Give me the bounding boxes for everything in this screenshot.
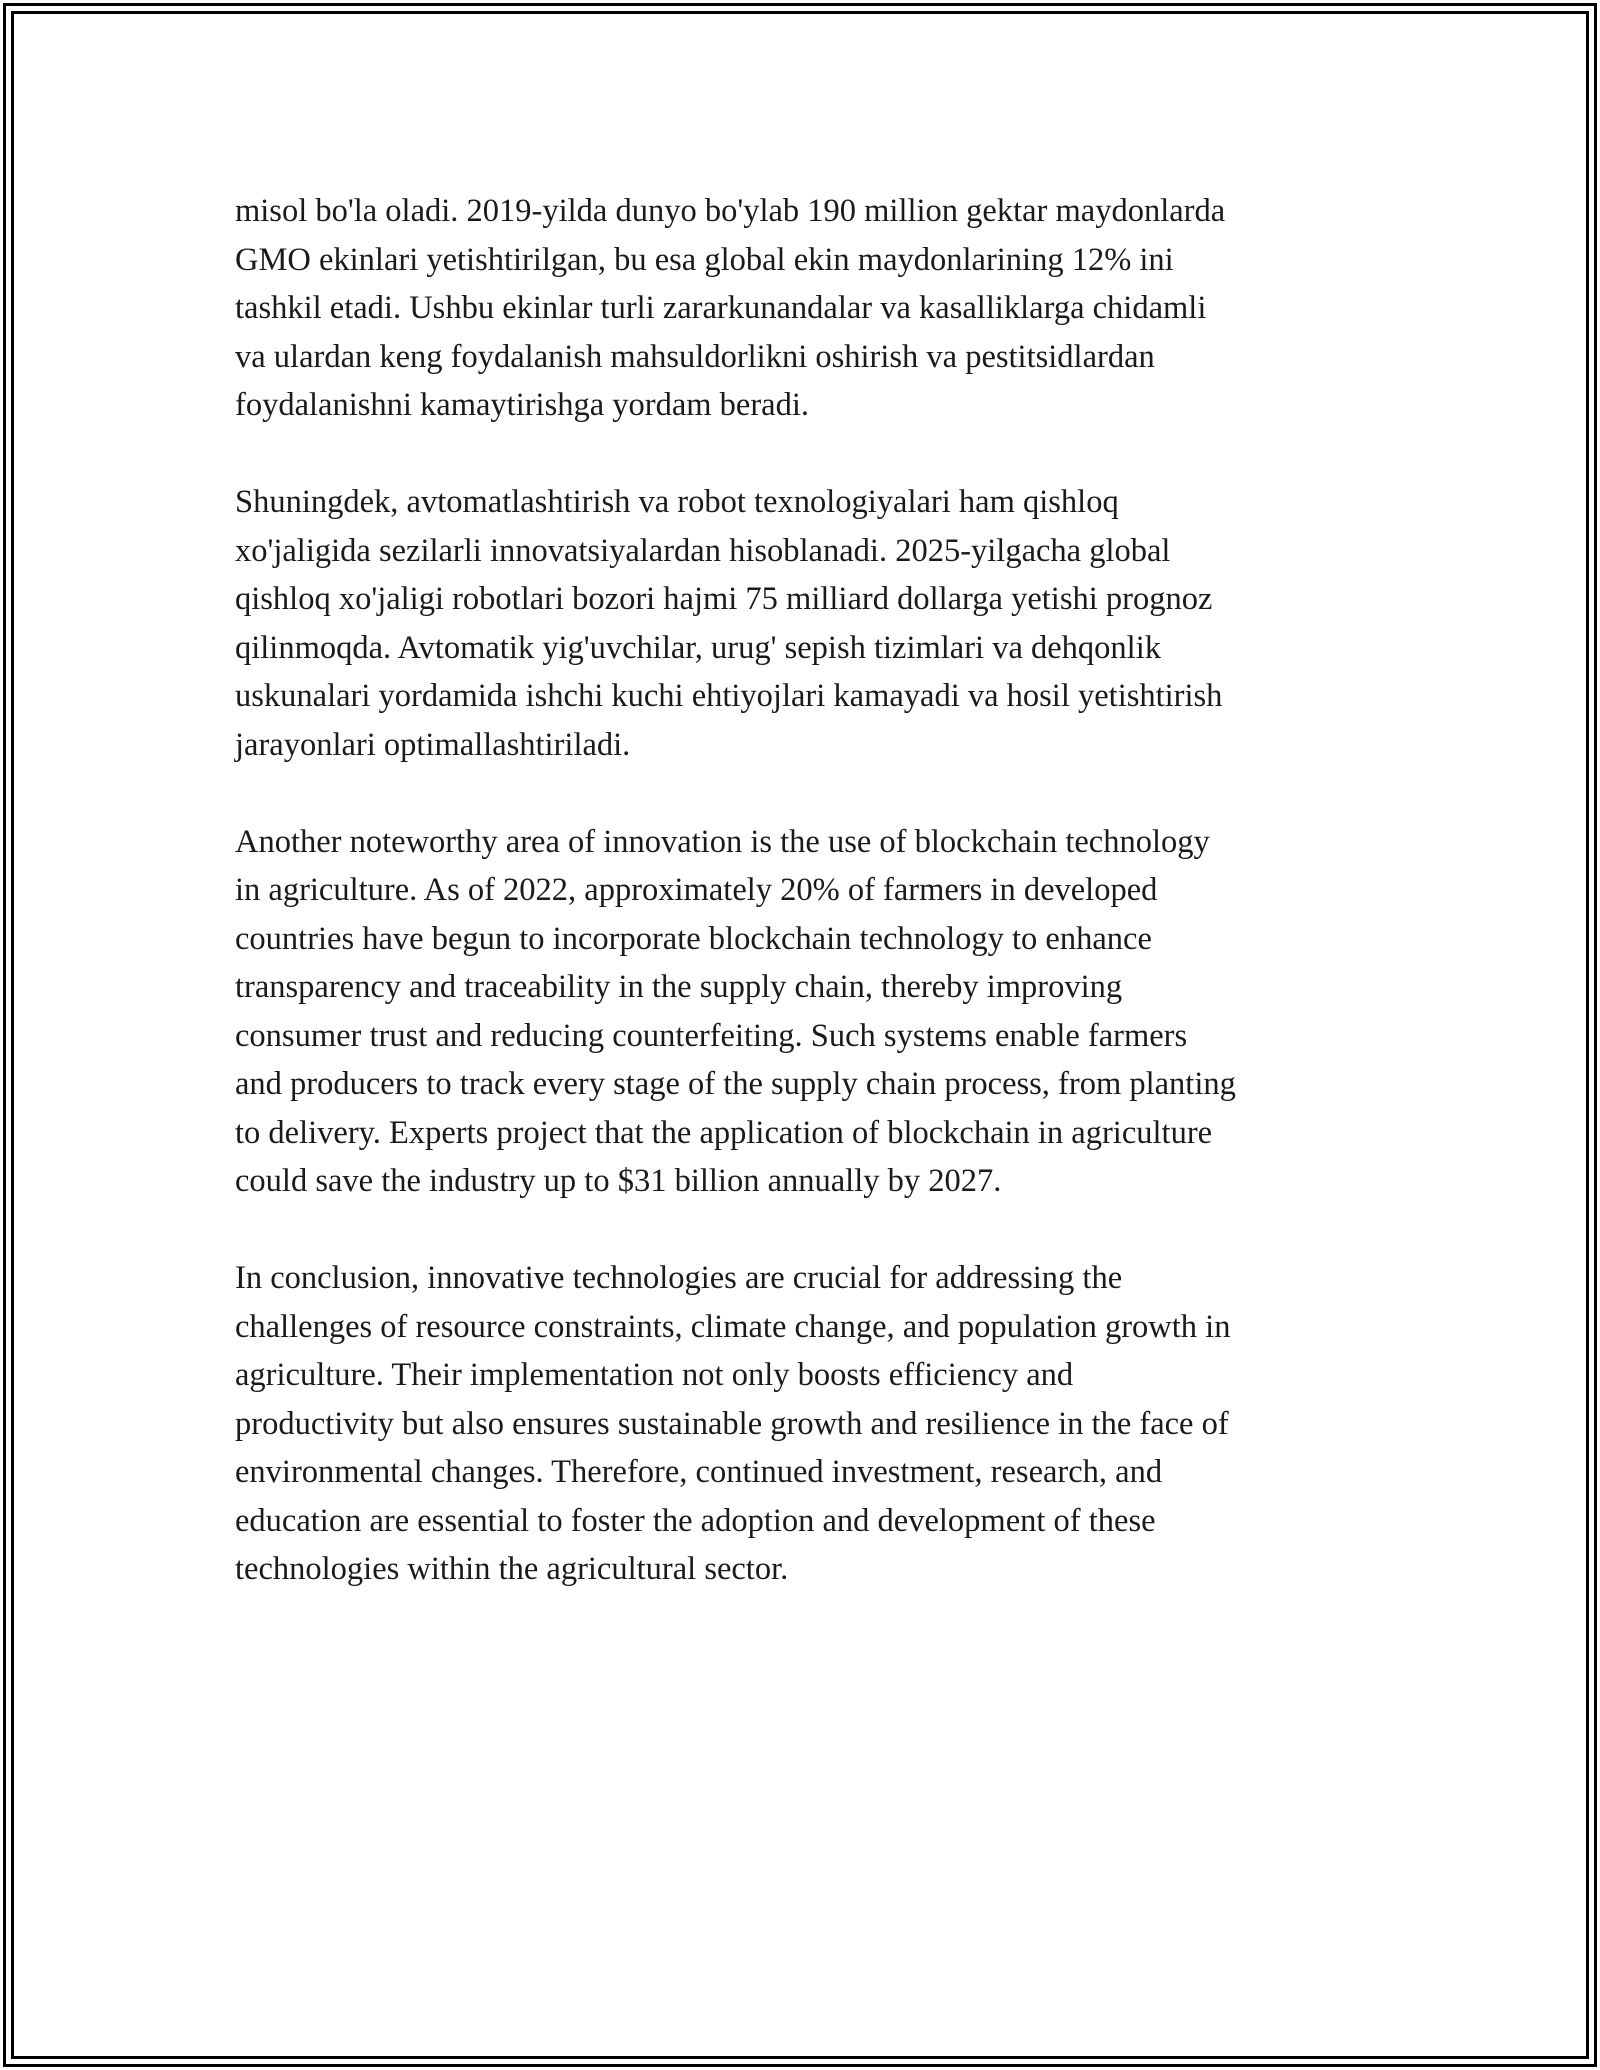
text-line: challenges of resource constraints, climate change, and population growth in <box>235 1308 1231 1345</box>
text-line: va ulardan keng foydalanish mahsuldorlikni oshirish va pestitsidlardan <box>235 338 1155 375</box>
text-line: education are essential to foster the adoption and development of these <box>235 1502 1156 1539</box>
text-line: qilinmoqda. Avtomatik yig'uvchilar, urug' sepish tizimlari va dehqonlik <box>235 629 1161 666</box>
text-line: In conclusion, innovative technologies are crucial for addressing the <box>235 1260 1123 1296</box>
text-line: qishloq xo'jaligi robotlari bozori hajmi 75 milliard dollarga yetishi prognoz <box>235 581 1213 617</box>
text-line: countries have begun to incorporate blockchain technology to enhance <box>235 920 1152 957</box>
document-body <box>235 187 1375 1642</box>
text-line: technologies within the agricultural sector. <box>235 1551 789 1587</box>
paragraph-robotics <box>235 478 1375 769</box>
text-line: and producers to track every stage of the supply chain process, from planting <box>235 1066 1236 1102</box>
text-line: Shuningdek, avtomatlashtirish va robot texnologiyalari ham qishloq <box>235 484 1119 520</box>
text-line: xo'jaligida sezilarli innovatsiyalardan hisoblanadi. 2025-yilgacha global <box>235 532 1171 569</box>
text-line: uskunalari yordamida ishchi kuchi ehtiyojlari kamayadi va hosil yetishtirish <box>235 678 1223 714</box>
text-line: Another noteworthy area of innovation is the use of blockchain technology <box>235 823 1210 860</box>
text-line: GMO ekinlari yetishtirilgan, bu esa global ekin maydonlarining 12% ini <box>235 241 1174 278</box>
text-line: could save the industry up to $31 billion annually by 2027. <box>235 1163 1002 1199</box>
text-line: productivity but also ensures sustainable growth and resilience in the face of <box>235 1405 1229 1442</box>
text-line: environmental changes. Therefore, continued investment, research, and <box>235 1454 1163 1490</box>
text-line: consumer trust and reducing counterfeiting. Such systems enable farmers <box>235 1017 1188 1054</box>
text-line: tashkil etadi. Ushbu ekinlar turli zararkunandalar va kasalliklarga chidamli <box>235 290 1207 326</box>
text-line: jarayonlari optimallashtiriladi. <box>235 726 631 763</box>
paragraph-gmo-crops <box>235 187 1375 430</box>
text-line: to delivery. Experts project that the application of blockchain in agriculture <box>235 1114 1213 1151</box>
paragraph-conclusion <box>235 1254 1375 1594</box>
text-line: in agriculture. As of 2022, approximately 20% of farmers in developed <box>235 872 1158 908</box>
text-line: agriculture. Their implementation not only boosts efficiency and <box>235 1357 1074 1393</box>
text-line: transparency and traceability in the supply chain, thereby improving <box>235 969 1123 1005</box>
text-line: misol bo'la oladi. 2019-yilda dunyo bo'ylab 190 million gektar maydonlarda <box>235 193 1226 229</box>
text-line: foydalanishni kamaytirishga yordam beradi. <box>235 387 810 423</box>
paragraph-blockchain <box>235 818 1375 1206</box>
